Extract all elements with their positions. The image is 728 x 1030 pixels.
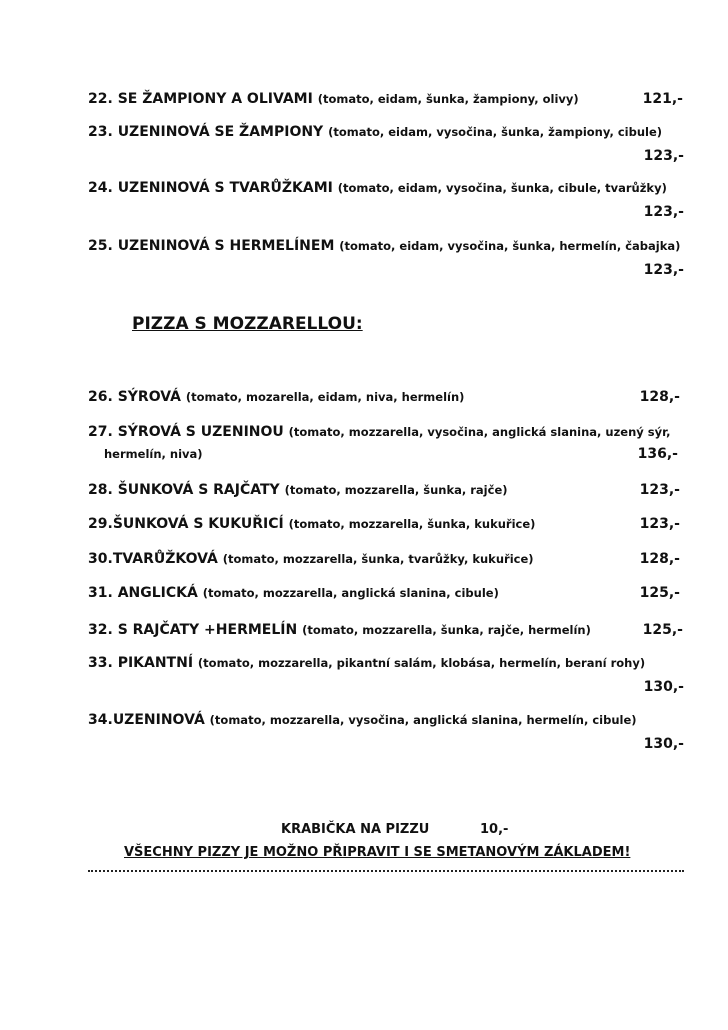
item-title-line (88, 622, 591, 638)
item-name: ŠUNKOVÁ S RAJČATY (117, 482, 280, 498)
menu-item-33 (0, 655, 728, 715)
item-price: 123,- (643, 148, 684, 164)
item-number: 32. (88, 622, 113, 638)
item-number: 24. (88, 180, 113, 196)
pizza-box-label: KRABIČKA NA PIZZU (281, 822, 430, 837)
item-price: 128,- (639, 389, 680, 405)
item-title-line (88, 585, 499, 601)
item-name: UZENINOVÁ S HERMELÍNEM (117, 238, 335, 254)
item-title-line (88, 516, 535, 532)
item-price: 125,- (639, 585, 680, 601)
item-price: 130,- (643, 679, 684, 695)
dotted-divider (88, 870, 684, 872)
item-title-line (88, 124, 662, 140)
section-title: PIZZA S MOZZARELLOU: (132, 314, 363, 334)
cream-base-note: VŠECHNY PIZZY JE MOŽNO PŘIPRAVIT I SE SMETANOVÝM ZÁKLADEM! (124, 845, 631, 860)
menu-item-34 (0, 712, 728, 772)
item-name: TVARŮŽKOVÁ (112, 551, 218, 567)
item-title-line (88, 655, 645, 671)
item-ingredients: (tomato, mozzarella, pikantní salám, klobása, hermelín, beraní rohy) (197, 656, 646, 670)
item-name: SÝROVÁ (117, 389, 181, 405)
menu-item-25 (0, 238, 728, 298)
item-name: ŠUNKOVÁ S KUKUŘICÍ (112, 516, 284, 532)
item-number: 27. (88, 424, 113, 440)
item-title-line (88, 238, 680, 254)
item-ingredients: (tomato, mozzarella, šunka, rajče) (284, 483, 508, 497)
item-number: 33. (88, 655, 113, 671)
item-price: 130,- (643, 736, 684, 752)
item-number: 30. (88, 551, 113, 567)
item-title-line (88, 551, 534, 567)
item-name: PIKANTNÍ (117, 655, 194, 671)
menu-item-24 (0, 180, 728, 240)
item-title-line (88, 389, 464, 405)
item-name: UZENINOVÁ SE ŽAMPIONY (117, 124, 324, 140)
item-number: 34. (88, 712, 113, 728)
item-title-line (88, 180, 667, 196)
item-price: 128,- (639, 551, 680, 567)
item-price: 125,- (642, 622, 683, 638)
menu-item-27 (0, 424, 728, 484)
item-ingredients: (tomato, mozarella, eidam, niva, hermelín) (185, 390, 465, 404)
item-price: 123,- (643, 262, 684, 278)
item-name: UZENINOVÁ S TVARŮŽKAMI (117, 180, 333, 196)
item-name: S RAJČATY +HERMELÍN (117, 622, 298, 638)
pizza-box-price: 10,- (480, 822, 509, 837)
item-price: 123,- (639, 482, 680, 498)
item-ingredients: (tomato, eidam, vysočina, šunka, hermelín, čabajka) (339, 239, 681, 253)
item-ingredients: (tomato, mozzarella, šunka, kukuřice) (288, 517, 536, 531)
item-ingredients: (tomato, eidam, vysočina, šunka, žampiony, cibule) (328, 125, 662, 139)
item-name: ANGLICKÁ (117, 585, 198, 601)
item-number: 25. (88, 238, 113, 254)
item-price: 136,- (637, 446, 678, 462)
item-ingredients: (tomato, mozzarella, anglická slanina, cibule) (202, 586, 499, 600)
item-ingredients: (tomato, eidam, šunka, žampiony, olivy) (317, 92, 579, 106)
item-title-line (88, 424, 671, 440)
item-ingredients: (tomato, mozzarella, šunka, rajče, hermelín) (302, 623, 591, 637)
item-name: UZENINOVÁ (112, 712, 205, 728)
menu-item-23 (0, 124, 728, 184)
item-ingredients: (tomato, mozzarella, vysočina, anglická slanina, uzený sýr, (288, 425, 671, 439)
item-price: 123,- (639, 516, 680, 532)
item-ingredients-continued: hermelín, niva) (104, 447, 203, 461)
item-number: 31. (88, 585, 113, 601)
item-number: 22. (88, 91, 113, 107)
item-price: 123,- (643, 204, 684, 220)
item-name: SE ŽAMPIONY A OLIVAMI (117, 91, 313, 107)
item-ingredients: (tomato, mozzarella, vysočina, anglická slanina, hermelín, cibule) (209, 713, 637, 727)
item-title-line (88, 91, 579, 107)
item-title-line (88, 712, 637, 728)
item-number: 26. (88, 389, 113, 405)
item-ingredients: (tomato, mozzarella, šunka, tvarůžky, kukuřice) (222, 552, 534, 566)
item-number: 29. (88, 516, 113, 532)
item-number: 23. (88, 124, 113, 140)
item-ingredients: (tomato, eidam, vysočina, šunka, cibule, tvarůžky) (337, 181, 667, 195)
item-title-line (88, 482, 508, 498)
item-number: 28. (88, 482, 113, 498)
item-name: SÝROVÁ S UZENINOU (117, 424, 284, 440)
item-price: 121,- (642, 91, 683, 107)
